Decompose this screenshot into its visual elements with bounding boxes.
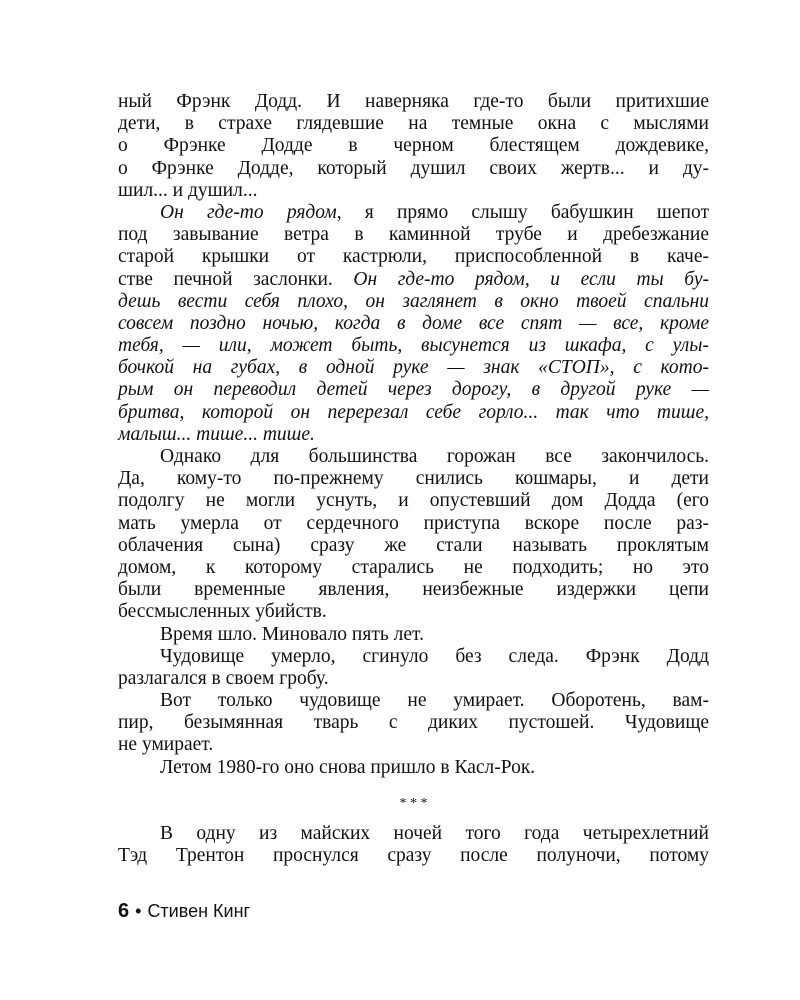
text-line [118,513,709,535]
text-line [118,91,709,113]
text-segment: пир, безымянная тварь с диких пустошей. Чудовище [118,712,709,734]
page-body-text [118,91,709,867]
text-segment: о Фрэнке Додде, который душил своих жертв... и ду- [118,157,709,179]
footer-bullet: • [135,901,142,921]
section-separator [118,793,709,815]
text-segment: , я прямо слышу бабушкин шепот [336,201,710,223]
text-line [118,624,709,646]
italic-text: малыш... тише... тише. [118,423,315,445]
text-line [118,557,709,579]
text-line [118,291,709,313]
italic-text: дешь вести себя плохо, он заглянет в окно твоей спальни [118,290,709,312]
text-line [118,335,709,357]
text-line [118,690,709,712]
text-line [118,202,709,224]
text-segment: Время шло. Миновало пять лет. [160,623,424,645]
text-line [118,313,709,335]
text-line [118,757,709,779]
text-segment: Однако для большинства горожан все закончилось. [160,446,709,467]
italic-text: Он где-то рядом [160,201,337,223]
text-segment: старой крышки от кастрюли, приспособленной в каче- [118,246,709,268]
text-segment: шил... и душил... [118,179,258,201]
page-number: 6 [118,900,130,922]
italic-text: рым он переводил детей через дорогу, в другой руке — [118,379,709,401]
text-segment: облачения сына) сразу же стали называть проклятым [118,534,709,556]
text-segment: В одну из майских ночей того года четырехлетний [160,823,709,844]
text-line [118,158,709,180]
text-segment: разлагался в своем гробу. [118,667,329,689]
italic-text: совсем поздно ночью, когда в доме все спят — все, кроме [118,312,709,334]
text-segment: стве печной заслонки. [118,268,354,290]
text-line [118,468,709,490]
text-segment: бессмысленных убийств. [118,601,327,623]
text-segment: мать умерла от сердечного приступа вскоре после раз- [118,512,709,534]
text-line [118,535,709,557]
text-line [118,424,709,446]
text-line [118,712,709,734]
text-segment: домом, к которому старались не подходить; но это [118,556,709,578]
text-segment: * * * [399,795,428,811]
text-line [118,490,709,512]
running-author: Стивен Кинг [147,901,251,921]
text-segment: дети, в страхе глядевшие на темные окна с мыслями [118,113,709,135]
text-line [118,357,709,379]
text-line [118,823,709,845]
text-segment: Вот только чудовище не умирает. Оборотень, вам- [160,690,709,712]
text-segment: Летом 1980-го оно снова пришло в Касл-Рок. [160,756,536,778]
text-line [118,734,709,756]
text-segment: Да, кому-то по-прежнему снились кошмары, и дети [118,468,709,490]
text-segment: были временные явления, неизбежные издержки цепи [118,579,709,601]
text-line [118,113,709,135]
italic-text: Он где-то рядом, и если ты бу- [353,268,709,290]
text-line [118,180,709,202]
text-line [118,845,709,867]
text-line [118,646,709,668]
text-segment: под завывание ветра в каминной трубе и дребезжание [118,224,709,246]
text-line [118,379,709,401]
text-line [118,601,709,623]
text-segment: о Фрэнке Додде в черном блестящем дождевике, [118,135,709,157]
text-line [118,668,709,690]
text-segment: подолгу не могли уснуть, и опустевший дом Додда (его [118,490,709,512]
italic-text: бочкой на губах, в одной руке — знак «СТОП», с кото- [118,357,709,379]
text-line [118,446,709,468]
text-segment: не умирает. [118,734,214,756]
text-line [118,246,709,268]
text-line [118,269,709,291]
text-segment: Чудовище умерло, сгинуло без следа. Фрэнк Додд [160,645,709,667]
text-line [118,579,709,601]
text-line [118,135,709,157]
page-footer [118,900,250,923]
text-segment: ный Фрэнк Додд. И наверняка где-то были притихшие [118,91,709,112]
text-line [118,224,709,246]
italic-text: бритва, которой он перерезал себе горло... так что тише, [118,401,709,423]
italic-text: тебя, — или, может быть, высунется из шкафа, с улы- [118,335,709,357]
text-segment: Тэд Трентон проснулся сразу после полуночи, потому [118,845,709,867]
text-line [118,402,709,424]
